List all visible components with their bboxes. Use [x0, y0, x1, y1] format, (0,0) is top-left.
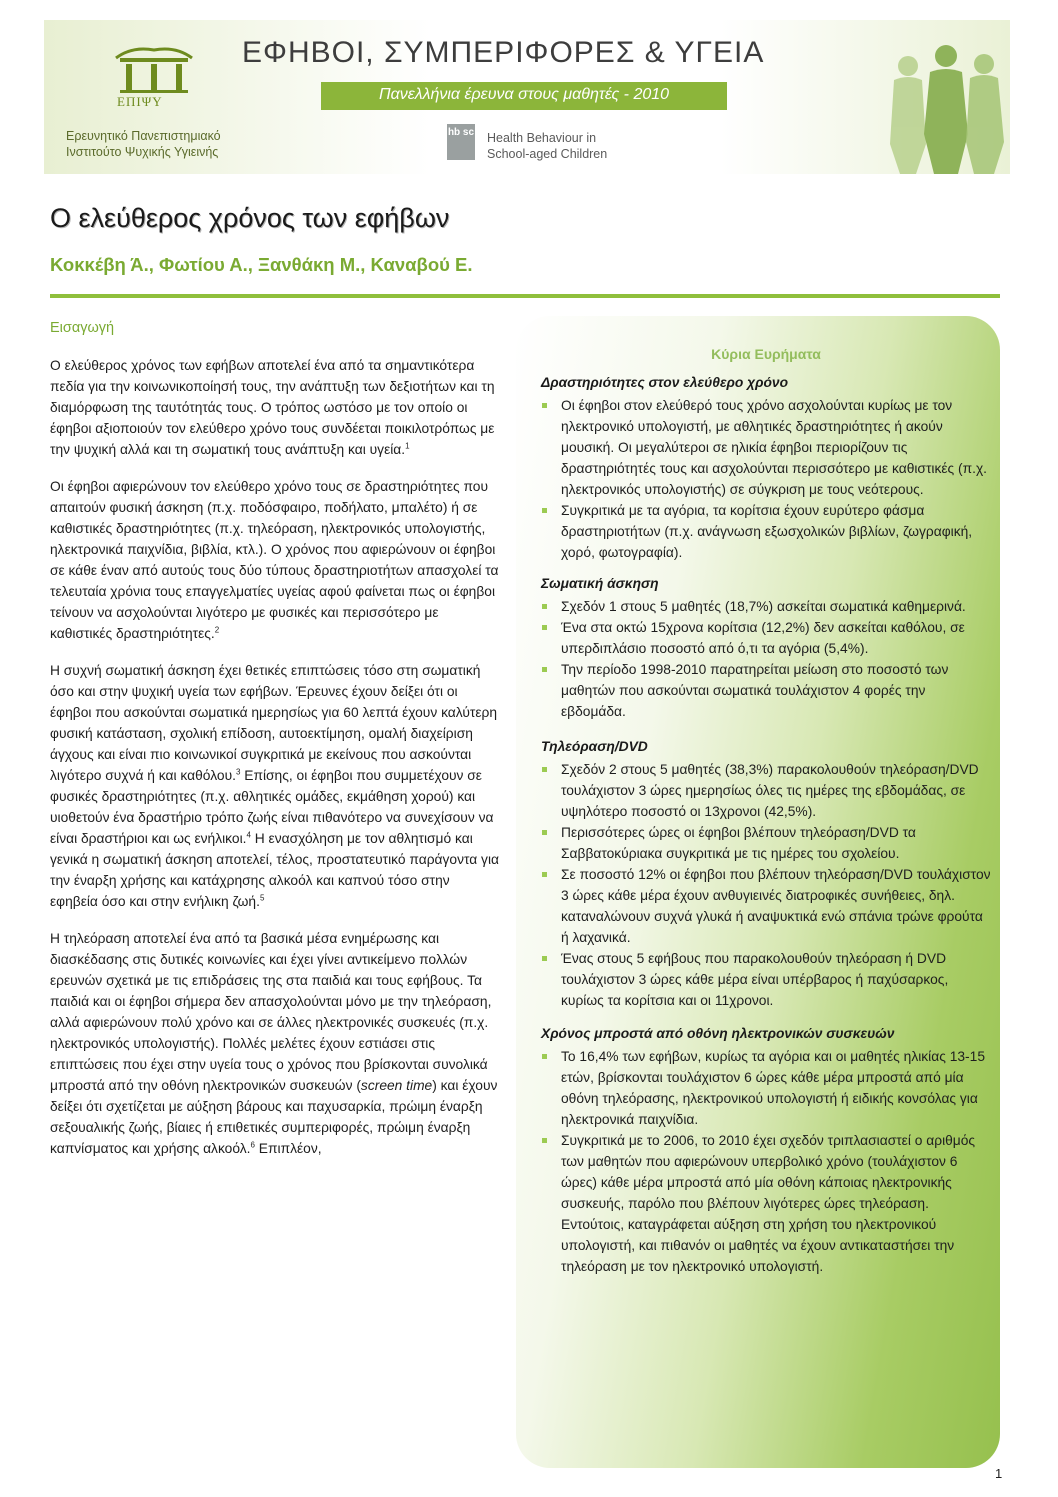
footnote-ref: 6: [250, 1140, 255, 1150]
hbsc-name-line1: Health Behaviour in: [487, 131, 597, 145]
logo-text: ΕΠΙΨΥ: [117, 94, 163, 109]
findings-section-heading: Τηλεόραση/DVD: [541, 739, 648, 754]
findings-section-heading: Δραστηριότητες στον ελεύθερο χρόνο: [541, 375, 789, 390]
paragraph-text: Ο ελεύθερος χρόνος των εφήβων αποτελεί ένα από τα σημαντικότερα πεδία για την κοινωνικοποίησή τους, την ανάπτυξη των δεξιοτήτων και τη διαμόρφωση της ταυτότητάς τους. Ο τρόπος ωστόσο με τον οποίο οι έφηβοι αξιοποιούν τον ελεύθερο χρόνο τους συνδέεται ποικιλοτρόπως με την ψυχική αλλά και τη σωματική τους ανάπτυξη και υγεία.: [50, 358, 495, 457]
findings-list: [541, 1046, 991, 1277]
intro-heading: Εισαγωγή: [50, 320, 115, 336]
banner-subtitle: Πανελλήνια έρευνα στους μαθητές - 2010: [378, 86, 670, 103]
finding-item: Την περίοδο 1998-2010 παρατηρείται μείωση στο ποσοστό των μαθητών που ασκούνται σωματικά τουλάχιστον 4 φορές την εβδομάδα.: [541, 659, 991, 722]
finding-item: Σχεδόν 1 στους 5 μαθητές (18,7%) ασκείται σωματικά καθημερινά.: [541, 596, 991, 617]
page-number: 1: [995, 1466, 1003, 1481]
title-divider: [50, 294, 1000, 298]
findings-list: [541, 759, 991, 1011]
findings-section-heading: Σωματική άσκηση: [541, 576, 659, 591]
paragraph-text: Επιπλέον,: [254, 1141, 322, 1156]
intro-paragraph-3: [50, 660, 500, 912]
intro-paragraph-4: [50, 928, 500, 1159]
footnote-ref: 5: [259, 893, 265, 903]
teen-silhouettes-illustration: [880, 34, 1008, 174]
institute-name-line2: Ινστιτούτο Ψυχικής Υγιεινής: [66, 145, 219, 159]
paragraph-italic-term: screen time: [360, 1078, 433, 1093]
institute-name-line1: Ερευνητικό Πανεπιστημιακό: [66, 129, 221, 143]
paragraph-text: ) και έχουν δείξει ότι σχετίζεται με αύξηση βάρους και παχυσαρκία, πρώιμη έναρξη σεξουαλικής ζωής, βίαιες ή επιθετικές συμπεριφορές, πρώιμη έναρξη καπνίσματος και χρήσης αλκοόλ.: [50, 1078, 498, 1156]
finding-item: Ένας στους 5 εφήβους που παρακολουθούν τηλεόραση ή DVD τουλάχιστον 3 ώρες κάθε μέρα είναι υπέρβαρος ή παχύσαρκος, κυρίως τα κορίτσια και οι 11χρονοι.: [541, 948, 991, 1011]
findings-list: [541, 395, 991, 563]
finding-item: Σε ποσοστό 12% οι έφηβοι που βλέπουν τηλεόραση/DVD τουλάχιστον 3 ώρες κάθε μέρα έχουν ανθυγιεινές διατροφικές συνήθειες, δηλ. καταναλώνουν συχνά γλυκά ή αναψυκτικά ενώ σπάνια τρώνε φρούτα ή λαχανικά.: [541, 864, 991, 948]
paragraph-text: Η ενασχόληση με τον αθλητισμό και γενικά η σωματική άσκηση αποτελεί, τέλος, προστατευτικό παράγοντα για την έναρξη χρήσης και κατάχρησης αλκοόλ και καπνού τόσο στην εφηβεία όσο και στην ενήλικη ζωή.: [50, 831, 499, 909]
key-findings-title: Κύρια Ευρήματα: [711, 346, 821, 362]
finding-item: Ένα στα οκτώ 15χρονα κορίτσια (12,2%) δεν ασκείται καθόλου, σε υπερδιπλάσιο ποσοστό από ό,τι τα αγόρια (5,4%).: [541, 617, 991, 659]
hbsc-logo: hb sc: [447, 124, 475, 160]
finding-item: Σχεδόν 2 στους 5 μαθητές (38,3%) παρακολουθούν τηλεόραση/DVD τουλάχιστον 3 ώρες ημερησίως όλες τις ημέρες της εβδομάδας, σε υψηλότερο ποσοστό οι 13χρονοι (42,5%).: [541, 759, 991, 822]
findings-list: [541, 596, 991, 722]
key-findings-content: [541, 344, 991, 1287]
paragraph-text: Η τηλεόραση αποτελεί ένα από τα βασικά μέσα ενημέρωσης και διασκέδασης στις δυτικές κοινωνίες και έχει γίνει αντικείμενο πολλών ερευνών σχετικά με τις επιδράσεις της στα παιδιά και τους εφήβους. Τα παιδιά και οι έφηβοι σήμερα δεν απασχολούνται μόνο με την τηλεόραση, αλλά αφιερώνουν πολύ χρόνο και σε άλλες ηλεκτρονικές συσκευές (π.χ. ηλεκτρονικός υπολογιστής). Πολλές μελέτες έχουν εστιάσει στις επιπτώσεις που έχει στην υγεία τους ο χρόνος που βρίσκονται συνολικά μπροστά από την οθόνη ηλεκτρονικών συσκευών (: [50, 931, 492, 1093]
banner-subtitle-band: [321, 82, 727, 110]
paragraph-text: Οι έφηβοι αφιερώνουν τον ελεύθερο χρόνο τους σε δραστηριότητες που απαιτούν φυσική άσκηση (π.χ. ποδόσφαιρο, ποδήλατο, μπαλέτο) ή σε καθιστικές δραστηριότητες (π.χ. τηλεόραση, ηλεκτρονικός υπολογιστής, ηλεκτρονικά παιχνίδια, βιβλία, κτλ.). Ο χρόνος που αφιερώνουν οι έφηβοι σε κάθε έναν από αυτούς τους δύο τύπους δραστηριοτήτων απασχολεί τα τελευταία χρόνια τους επαγγελματίες υγείας αφού φαίνεται πως οι έφηβοι τείνουν να ασχολούνται λιγότερο με φυσικές και περισσότερο με καθιστικές δραστηριότητες.: [50, 479, 499, 641]
finding-item: Συγκριτικά με τα αγόρια, τα κορίτσια έχουν ευρύτερο φάσμα δραστηριοτήτων (π.χ. ανάγνωση εξωσχολικών βιβλίων, ζωγραφική, χορό, φωτογραφία).: [541, 500, 991, 563]
paragraph-text: Η συχνή σωματική άσκηση έχει θετικές επιπτώσεις τόσο στη σωματική όσο και στην ψυχική υγεία των εφήβων. Έρευνες έχουν δείξει ότι οι έφηβοι που ασκούνται σωματικά ημερησίως για 60 λεπτά έχουν καλύτερη φυσική κατάσταση, σχολική επίδοση, αυτοεκτίμηση, ομαλή διαχείριση άγχους και είναι πιο κοινωνικοί συγκριτικά με εκείνους που ασκούνται λιγότερο συχνά ή και καθόλου.: [50, 663, 498, 783]
finding-item: Περισσότερες ώρες οι έφηβοι βλέπουν τηλεόραση/DVD τα Σαββατοκύριακα συγκριτικά με τις ημέρες του σχολείου.: [541, 822, 991, 864]
footnote-ref: 3: [235, 767, 241, 777]
intro-paragraph-1: [50, 355, 500, 460]
finding-item: Οι έφηβοι στον ελεύθερό τους χρόνο ασχολούνται κυρίως με τον ηλεκτρονικό υπολογιστή, με αθλητικές δραστηριότητες ή ακούν μουσική. Οι μεγαλύτεροι σε ηλικία έφηβοι περιορίζουν τις δραστηριότητές τους και ασχολούνται περισσότερο με καθιστικές (π.χ. ηλεκτρονικός υπολογιστής) σε σύγκριση με τους νεότερους.: [541, 395, 991, 500]
finding-item: Το 16,4% των εφήβων, κυρίως τα αγόρια και οι μαθητές ηλικίας 13-15 ετών, βρίσκονται τουλάχιστον 6 ώρες κάθε μέρα μπροστά από μία οθόνη τηλεόρασης, ηλεκτρονικού υπολογιστή ή ειδικής κονσόλας για ηλεκτρονικά παιχνίδια.: [541, 1046, 991, 1130]
article-authors: Κοκκέβη Ά., Φωτίου Α., Ξανθάκη Μ., Καναβού Ε.: [50, 254, 473, 275]
banner-title: ΕΦΗΒΟΙ, ΣΥΜΠΕΡΙΦΟΡΕΣ & ΥΓΕΙΑ: [242, 36, 765, 69]
findings-section-heading: Χρόνος μπροστά από οθόνη ηλεκτρονικών συσκευών: [541, 1026, 895, 1041]
footnote-ref: 4: [246, 830, 251, 840]
article-title: Ο ελεύθερος χρόνος των εφήβων: [50, 203, 450, 233]
intro-paragraph-2: [50, 476, 500, 644]
footnote-ref: 1: [405, 441, 410, 451]
footnote-ref: 2: [214, 625, 220, 635]
finding-item: Συγκριτικά με το 2006, το 2010 έχει σχεδόν τριπλασιαστεί ο αριθμός των μαθητών που αφιερώνουν υπερβολικό χρόνο (τουλάχιστον 6 ώρες) κάθε μέρα μπροστά από μία οθόνη κάποιας ηλεκτρονικής συσκευής, παρόλο που βλέπουν λιγότερες ώρες τηλεόραση. Εντούτοις, καταγράφεται αύξηση στη χρήση του ηλεκτρονικού υπολογιστή, και πιθανόν οι μαθητές να έχουν αντικαταστήσει την τηλεόραση με τον ηλεκτρονικό υπολογιστή.: [541, 1130, 991, 1277]
intro-column: [50, 318, 500, 1175]
hbsc-name-line2: School-aged Children: [487, 147, 608, 161]
paragraph-text: Επίσης, οι έφηβοι που συμμετέχουν σε φυσικές δραστηριότητες (π.χ. αθλητικές ομάδες, εκμάθηση χορού) και υιοθετούν ένα δραστήριο τρόπο ζωής είναι πιθανότερο να συνεχίσουν να είναι δραστήριοι και ως ενήλικοι.: [50, 768, 494, 846]
